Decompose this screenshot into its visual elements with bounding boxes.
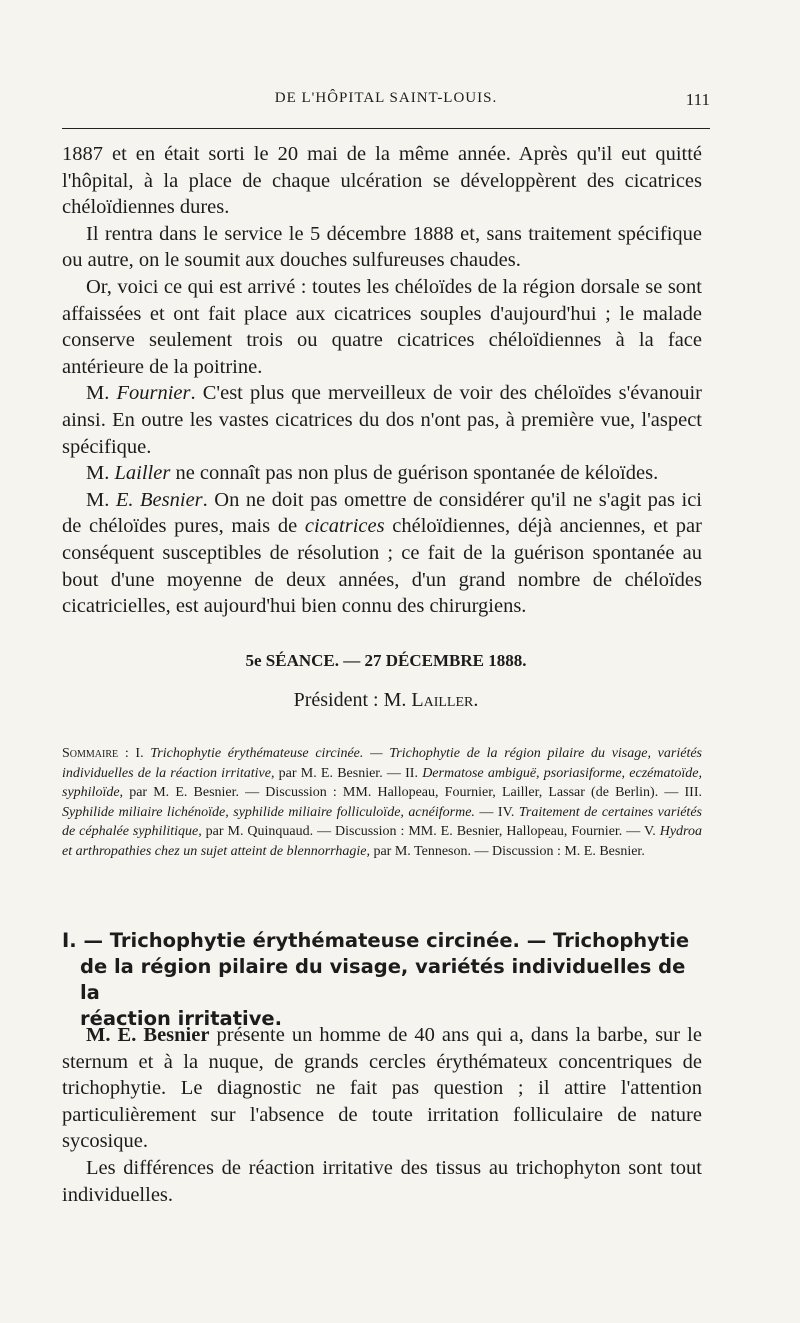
summary-text: — IV. [474, 804, 519, 820]
body-text [62, 1022, 702, 1208]
session-heading: 5e SÉANCE. — 27 DÉCEMBRE 1888. [245, 651, 527, 670]
summary-text: : I. [118, 746, 151, 761]
section-heading-line: I. — Trichophytie érythémateuse circinée. — Trichophytie [62, 929, 690, 952]
summary-title: Hydroa et arthropathies chez un sujet atteint de blennorrhagie, [62, 824, 702, 859]
section-heading-line: réaction irritative. [80, 1007, 283, 1030]
summary-title: Dermatose ambiguë, psoriasiforme, eczématoïde, syphiloïde, [62, 765, 702, 801]
section-heading [62, 928, 710, 1032]
summary-label: Sommaire [62, 746, 119, 761]
summary-title: Trichophytie érythémateuse circinée. — Trichophytie de la région pilaire du visage, variétés individuelles de la réaction irritative, [62, 746, 702, 781]
running-title: DE L'HÔPITAL SAINT-LOUIS. [274, 90, 498, 106]
speaker-prefix: M. [86, 488, 116, 511]
president-label: Président : M. [293, 689, 412, 711]
section-heading-line: de la région pilaire du visage, variétés individuelles de la [80, 955, 686, 1004]
emphasis: cicatrices [304, 515, 385, 538]
paragraph: Or, voici ce qui est arrivé : toutes les chéloïdes de la région dorsale se sont affaissées et ont fait place aux cicatrices souples d'aujourd'hui ; le malade conserve seulement trois ou quatre cicatrices chéloïdiennes à la face antérieure de la poitrine. [62, 275, 702, 378]
president-name: Lailler. [411, 689, 479, 711]
speaker-name: M. E. Besnier [86, 1024, 210, 1046]
summary-text: par M. E. Besnier. — II. [274, 765, 423, 781]
summary-title: Syphilide miliaire lichénoïde, syphilide miliaire folliculoïde, acnéiforme. [62, 804, 475, 820]
summary [62, 744, 702, 862]
summary-text: par M. E. Besnier. — Discussion : MM. Hallopeau, Fournier, Lailler, Lassar (de Berlin). — III. [123, 785, 702, 801]
speaker-prefix: M. [86, 382, 117, 405]
speaker-prefix: M. [86, 462, 115, 485]
header-rule [62, 128, 710, 129]
paragraph-text: ne connaît pas non plus de guérison spontanée de kéloïdes. [170, 462, 659, 485]
page-number: 111 [685, 90, 710, 109]
summary-text: par M. Quinquaud. — Discussion : MM. E. Besnier, Hallopeau, Fournier. — V. [201, 824, 660, 840]
paragraph-text: chéloïdiennes, déjà anciennes, et par conséquent susceptibles de résolution ; ce fait de la guérison spontanée au bout d'une moyenne de deux années, d'un grand nombre de chéloïdes cicatricielles, est aujourd'hui bien connu des chirurgiens. [62, 515, 702, 618]
running-head [62, 90, 710, 114]
paragraph-text: . On ne doit pas omettre de considérer qu'il ne s'agit pas ici de chéloïdes pures, mais de [62, 488, 702, 538]
intro-text [62, 141, 702, 620]
paragraph-besnier [62, 487, 702, 620]
paragraph-text: . C'est plus que merveilleux de voir des chéloïdes s'évanouir ainsi. En outre les vastes cicatrices du dos n'ont pas, à première vue, l'aspect spécifique. [62, 382, 702, 458]
speaker-name: Fournier [116, 382, 191, 405]
paragraph-besnier-presentation [62, 1022, 702, 1155]
speaker-name: Lailler [114, 462, 171, 485]
paragraph-text: présente un homme de 40 ans qui a, dans la barbe, sur le sternum et à la nuque, de grands cercles érythémateux concentriques de trichophytie. Le diagnostic ne fait pas question ; il attire l'attention particulièrement sur l'absence de toute irritation folliculaire de nature sycosique. [62, 1024, 702, 1153]
paragraph-lailler [62, 460, 702, 487]
paragraph: 1887 et en était sorti le 20 mai de la même année. Après qu'il eut quitté l'hôpital, à la place de chaque ulcération se développèrent des cicatrices chéloïdiennes dures. [62, 143, 702, 219]
summary-title: Traitement de certaines variétés de céphalée syphilitique, [62, 804, 702, 840]
president-line [62, 689, 710, 712]
paragraph: Il rentra dans le service le 5 décembre 1888 et, sans traitement spécifique ou autre, on le soumit aux douches sulfureuses chaudes. [62, 222, 702, 272]
speaker-name: E. Besnier [115, 488, 203, 511]
paragraph-fournier [62, 380, 702, 460]
paragraph: Les différences de réaction irritative des tissus au trichophyton sont tout individuelles. [62, 1156, 702, 1206]
summary-text: par M. Tenneson. — Discussion : M. E. Besnier. [369, 843, 645, 859]
